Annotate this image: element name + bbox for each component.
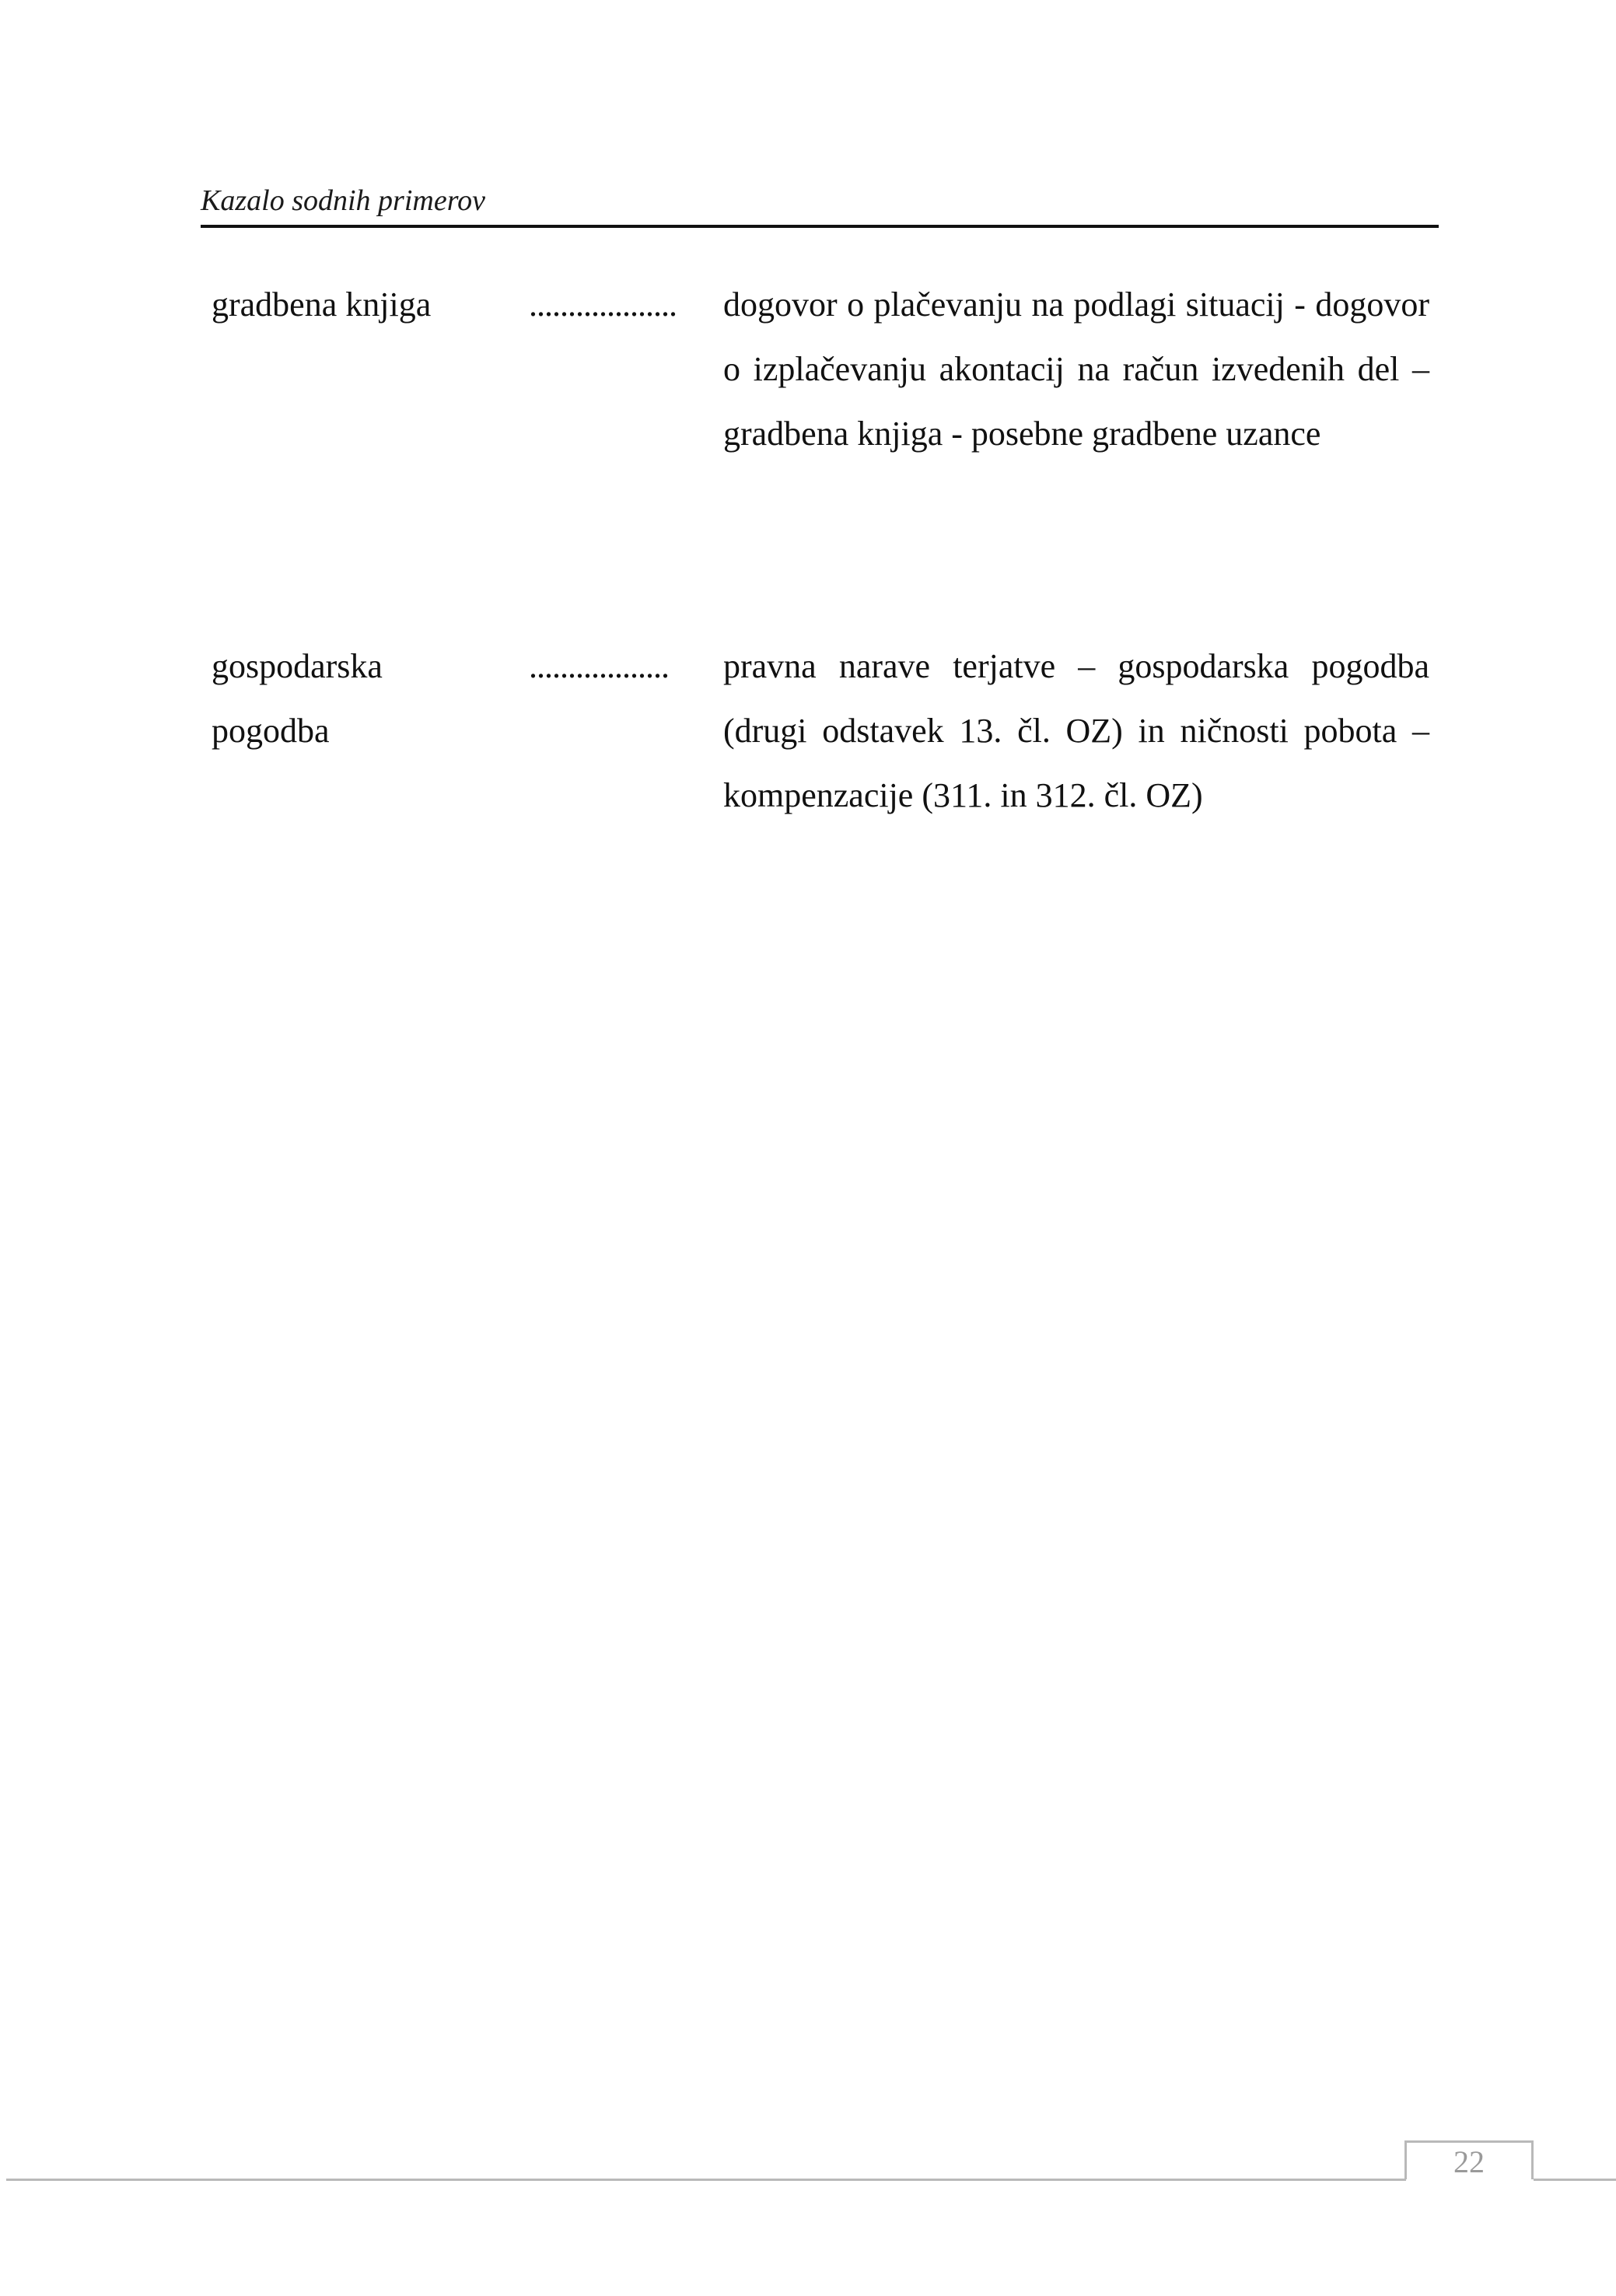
running-header: Kazalo sodnih primerov — [201, 184, 485, 217]
footer-rule-left — [6, 2179, 1406, 2181]
header-rule — [201, 225, 1439, 228]
page-number-tab — [1404, 2140, 1534, 2179]
footer-rule-right — [1534, 2179, 1616, 2181]
page-number: 22 — [1453, 2144, 1485, 2179]
index-description: dogovor o plačevanju na podlagi situacij - dogovor o izplačevanju akontacij na račun izvedenih del – gradbena knjiga - posebne gradbene uzance — [723, 285, 1429, 453]
dot-leader: .................. — [529, 647, 669, 685]
index-description: pravna narave terjatve – gospodarska pogodba (drugi odstavek 13. čl. OZ) in ničnosti pobota – kompenzacije (311. in 312. čl. OZ) — [723, 647, 1429, 814]
index-term: gradbena knjiga — [212, 285, 432, 324]
index-term: gospodarska pogodba — [212, 647, 383, 750]
dot-leader: ................... — [529, 285, 677, 324]
